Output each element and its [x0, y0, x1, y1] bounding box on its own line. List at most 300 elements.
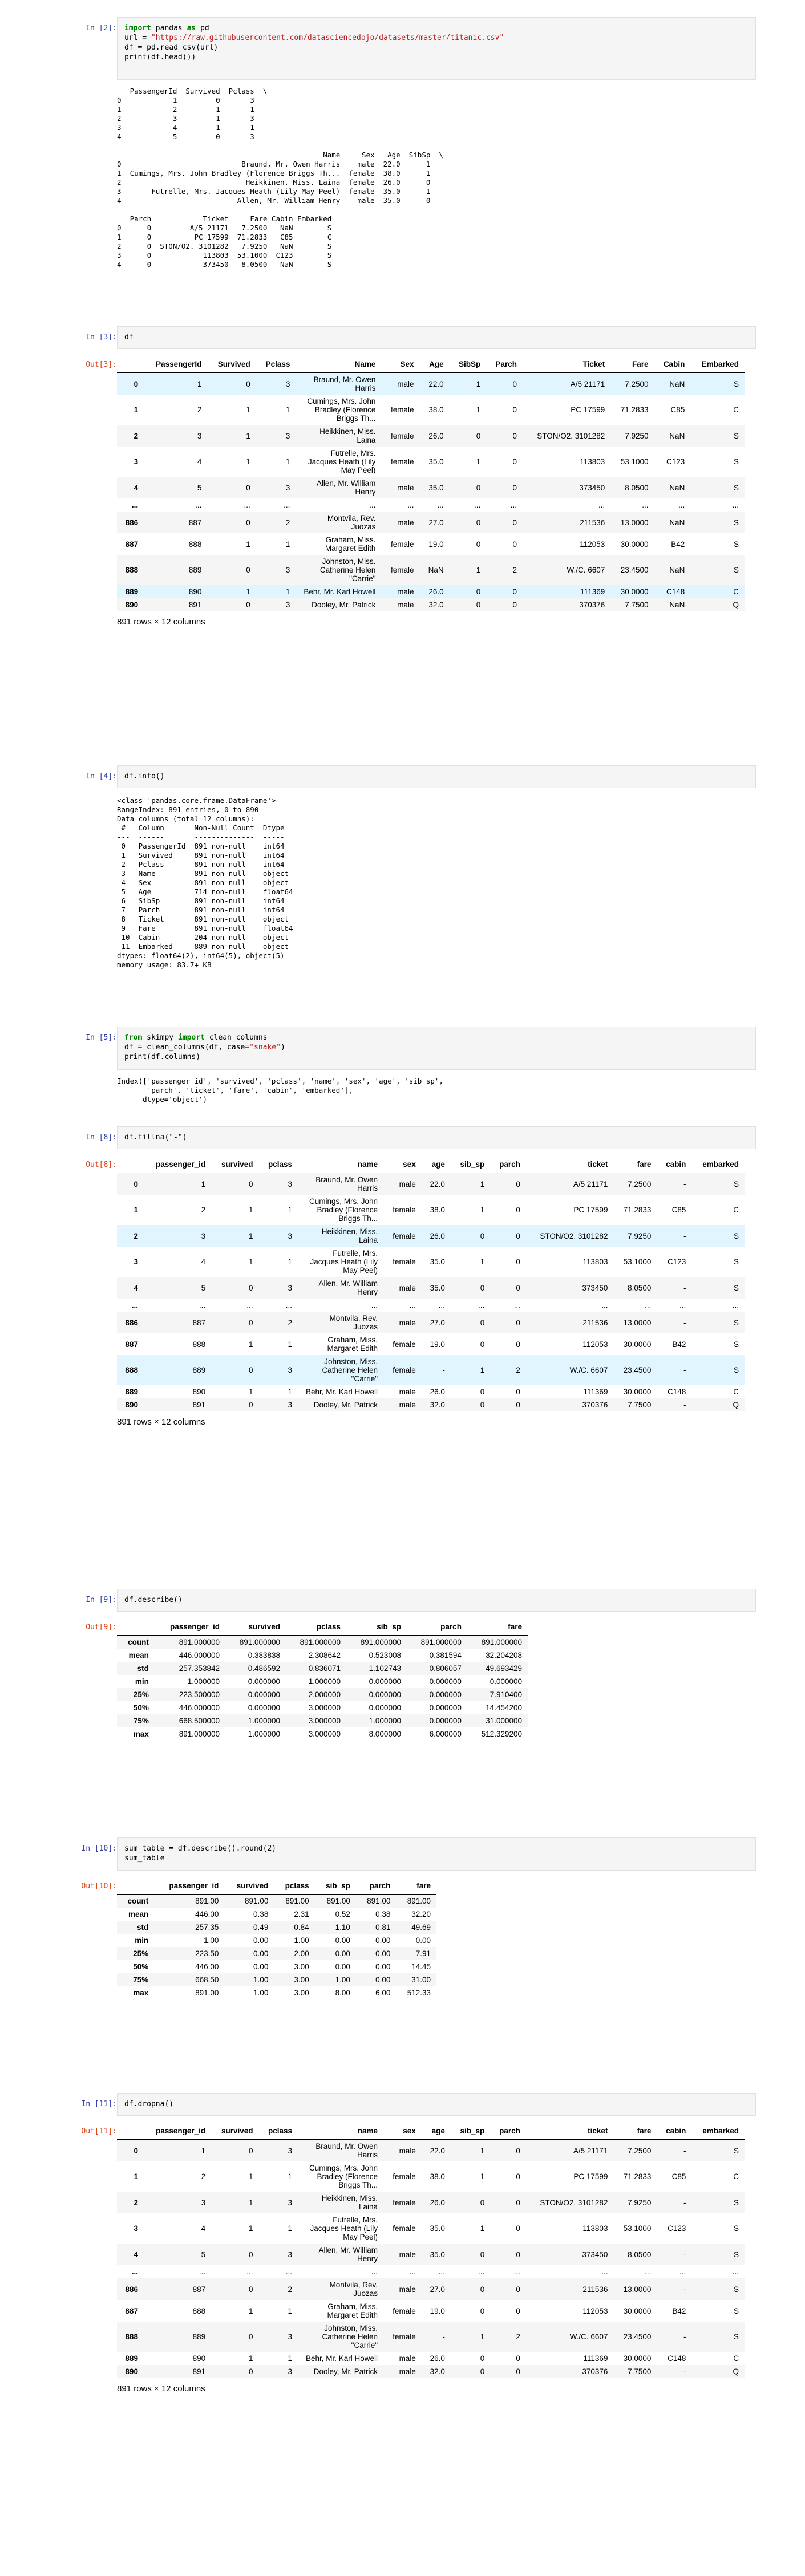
table-cell: 0.00 [335, 1936, 350, 1945]
table-cell: ... [513, 2267, 520, 2276]
table-cell: 1 [249, 2354, 253, 2363]
table-cell: 3 [288, 2250, 292, 2259]
table-cell: S [733, 379, 739, 388]
table-cell: 32.0 [430, 2367, 445, 2376]
table-cell: 3 [288, 2367, 292, 2376]
table-cell: 27.0 [430, 1318, 445, 1327]
code-editor[interactable]: import pandas as pd url = "https://raw.githubusercontent.com/datasciencedojo/datasets/master/titanic.csv" df = pd.read_csv(url) print(df.head()) [117, 17, 756, 80]
table-cell: S [733, 2250, 739, 2259]
column-header: survived [211, 1156, 258, 1173]
code-editor[interactable]: df.fillna("-") [117, 1126, 756, 1149]
column-header: Ticket [523, 356, 610, 373]
table-cell: 35.0 [428, 457, 444, 466]
table-cell: 7.2500 [625, 379, 649, 388]
table-cell: 4 [201, 1257, 206, 1266]
table-cell: S [733, 1179, 739, 1188]
table-cell: 1 [246, 539, 250, 549]
row-index: count [127, 1897, 149, 1905]
table-cell: 0 [516, 1179, 520, 1188]
table-cell: 891.000000 [179, 1730, 220, 1738]
table-cell: Q [733, 1401, 739, 1409]
table-cell: 8.0500 [628, 2250, 652, 2259]
table-cell: ... [678, 501, 685, 509]
table-cell: 26.0 [430, 2198, 445, 2207]
table-cell: 373450 [582, 1283, 608, 1292]
table-cell: 1 [480, 2172, 485, 2181]
column-header [117, 1156, 144, 1173]
table-cell: 111369 [583, 2354, 608, 2363]
row-index: mean [128, 1910, 149, 1918]
table-cell: 7.910400 [490, 1690, 522, 1699]
table-cell: C [733, 2354, 739, 2363]
code-editor[interactable]: df.describe() [117, 1589, 756, 1612]
table-cell: W./C. 6607 [569, 1366, 608, 1374]
table-cell: 223.500000 [179, 1690, 220, 1699]
table-cell: 0.383838 [248, 1651, 281, 1660]
table-cell: 14.45 [411, 1962, 431, 1971]
row-index: 4 [134, 483, 139, 492]
table-cell: - [683, 1283, 686, 1292]
table-cell: S [733, 1283, 739, 1292]
table-cell: 1.000000 [369, 1717, 401, 1725]
table-cell: 0.000000 [429, 1717, 462, 1725]
table-cell: 370376 [582, 2367, 608, 2376]
table-cell: 887 [192, 1318, 206, 1327]
row-index: 890 [125, 1401, 138, 1409]
table-cell: 1 [249, 1257, 253, 1266]
table-cell: Montvila, Rev. Juozas [329, 1314, 378, 1331]
table-cell: 1 [288, 1206, 292, 1214]
row-index: max [133, 1989, 149, 1997]
table-cell: 3.00 [294, 1989, 309, 1997]
table-row [117, 1247, 745, 1277]
output-prompt: Out[3]: [86, 360, 117, 369]
table-row [117, 1675, 528, 1688]
table-header-row [117, 1156, 745, 1173]
table-row [117, 2352, 745, 2365]
table-cell: A/5 21171 [573, 2146, 608, 2155]
row-index: min [135, 1677, 149, 1686]
dataframe-shape-note: 891 rows × 12 columns [117, 617, 205, 627]
table-cell: 30.0000 [620, 587, 649, 596]
table-cell: ... [474, 501, 481, 509]
table-cell: 1.000000 [248, 1730, 281, 1738]
table-row [117, 1947, 436, 1960]
table-cell: S [733, 2198, 739, 2207]
column-header: age [422, 2123, 451, 2140]
table-cell: S [733, 566, 739, 574]
table-cell: 8.0500 [628, 1283, 652, 1292]
table-cell: C [733, 1388, 739, 1396]
table-cell: ... [645, 1301, 652, 1309]
row-index: 887 [125, 539, 139, 549]
code-editor[interactable]: df.info() [117, 765, 756, 788]
table-cell: 1 [288, 1257, 292, 1266]
table-row [117, 1173, 745, 1195]
table-cell: ... [369, 501, 376, 509]
table-cell: 1.00 [253, 1975, 269, 1984]
table-cell: S [733, 1318, 739, 1327]
table-cell: 668.500000 [179, 1717, 220, 1725]
table-cell: 1 [249, 1388, 253, 1396]
table-cell: 373450 [579, 483, 605, 492]
table-cell: 889 [192, 1366, 206, 1374]
table-cell: C148 [668, 2354, 686, 2363]
row-index: 4 [134, 2250, 138, 2259]
table-cell: 890 [192, 1388, 206, 1396]
table-cell: 0 [249, 2250, 253, 2259]
table-cell: 0 [249, 2285, 253, 2294]
table-cell: 3.000000 [308, 1717, 341, 1725]
stdout-text: Index(['passenger_id', 'survived', 'pclass', 'name', 'sex', 'age', 'sib_sp', 'parch', 'ticket', 'fare', 'cabin', 'embarked'], dtype='object') [117, 1077, 443, 1104]
column-header [117, 2123, 144, 2140]
table-row [117, 1934, 436, 1947]
table-cell: male [399, 2285, 416, 2294]
column-header: passenger_id [154, 1877, 224, 1895]
column-header: name [298, 2123, 383, 2140]
table-cell: STON/O2. 3101282 [540, 1231, 608, 1240]
column-header: survived [225, 1618, 286, 1636]
table-cell: Q [733, 2367, 739, 2376]
code-editor[interactable]: df.dropna() [117, 2093, 756, 2116]
table-cell: NaN [669, 566, 685, 574]
input-prompt: In [3]: [86, 333, 117, 342]
table-cell: 19.0 [430, 2306, 445, 2315]
table-cell: 1 [249, 2306, 253, 2315]
table-cell: 71.2833 [620, 405, 649, 414]
table-cell: 3 [288, 2332, 292, 2341]
table-cell: 26.0 [428, 431, 444, 440]
table-cell: ... [285, 2267, 292, 2276]
output-prompt: Out[11]: [81, 2127, 117, 2136]
table-cell: 32.204208 [486, 1651, 522, 1660]
table-cell: 1 [288, 2172, 292, 2181]
table-cell: STON/O2. 3101282 [540, 2198, 608, 2207]
table-cell: ... [679, 1301, 686, 1309]
table-cell: 2 [288, 1318, 292, 1327]
table-cell: 0 [516, 2285, 520, 2294]
row-index: std [137, 1923, 149, 1932]
table-cell: S [733, 518, 739, 527]
table-row [117, 585, 745, 598]
table-cell: 3.00 [294, 1962, 309, 1971]
code-editor[interactable]: sum_table = df.describe().round(2) sum_table [117, 1837, 756, 1871]
table-cell: 888 [192, 2306, 206, 2315]
table-cell: C [733, 405, 739, 414]
table-cell: 0 [249, 1283, 253, 1292]
column-header [117, 1877, 154, 1895]
table-cell: 257.35 [195, 1923, 219, 1932]
table-cell: 0 [249, 2367, 253, 2376]
code-editor[interactable]: from skimpy import clean_columns df = clean_columns(df, case="snake") print(df.columns) [117, 1027, 756, 1070]
table-row [117, 1895, 436, 1908]
code-editor[interactable]: df [117, 326, 756, 349]
table-cell: - [442, 2332, 445, 2341]
row-index: 889 [125, 2354, 138, 2363]
column-header: fare [396, 1877, 436, 1895]
column-header: pclass [259, 2123, 298, 2140]
table-cell: 891.000000 [420, 1638, 462, 1646]
table-cell: S [733, 2224, 739, 2233]
table-cell: 1 [285, 405, 290, 414]
table-cell: 53.1000 [623, 2224, 652, 2233]
table-cell: 3.000000 [308, 1730, 341, 1738]
row-index: count [128, 1638, 149, 1646]
row-index: 75% [133, 1717, 149, 1725]
table-cell: 512.33 [407, 1989, 431, 1997]
table-cell: 0.000000 [369, 1690, 401, 1699]
table-cell: 0 [512, 405, 517, 414]
table-cell: 1 [480, 1179, 485, 1188]
table-cell: 1 [249, 1340, 253, 1349]
table-cell: 26.0 [430, 2354, 445, 2363]
table-cell: 0 [480, 2285, 485, 2294]
table-cell: Montvila, Rev. Juozas [329, 2281, 378, 2298]
table-cell: S [733, 1366, 739, 1374]
table-cell: 3 [288, 2198, 292, 2207]
table-cell: 0.00 [375, 1962, 391, 1971]
dataframe-shape-note: 891 rows × 12 columns [117, 1417, 205, 1427]
table-cell: 891.000000 [360, 1638, 401, 1646]
table-cell: 0.00 [335, 1962, 350, 1971]
column-header: parch [356, 1877, 397, 1895]
table-cell: 2.000000 [308, 1690, 341, 1699]
table-cell: 7.2500 [628, 1179, 652, 1188]
table-cell: 0.52 [335, 1910, 350, 1918]
table-cell: female [390, 405, 414, 414]
table-cell: 53.1000 [620, 457, 649, 466]
table-cell: 668.50 [195, 1975, 219, 1984]
table-cell: 0 [516, 1318, 520, 1327]
table-cell: 111369 [580, 587, 605, 596]
table-cell: 32.20 [411, 1910, 431, 1918]
table-cell: 890 [192, 2354, 206, 2363]
table-cell: 31.00 [411, 1975, 431, 1984]
table-cell: 8.00 [335, 1989, 350, 1997]
table-cell: 0 [516, 2224, 520, 2233]
table-cell: 0 [476, 587, 481, 596]
table-row [117, 2192, 745, 2213]
table-cell: 0 [512, 539, 517, 549]
table-cell: 3 [288, 2146, 292, 2155]
column-header: age [422, 1156, 451, 1173]
table-cell: Futrelle, Mrs. Jacques Heath (Lily May Peel) [310, 2216, 378, 2241]
table-header-row [117, 356, 745, 373]
table-cell: 0 [516, 1401, 520, 1409]
table-cell: 0 [480, 2250, 485, 2259]
table-cell: 3 [288, 1401, 292, 1409]
table-row [117, 555, 745, 585]
table-cell: 13.0000 [623, 2285, 652, 2294]
table-cell: 4 [197, 457, 202, 466]
table-cell: Heikkinen, Miss. Laina [321, 1227, 378, 1244]
table-cell: 112053 [582, 2306, 608, 2315]
column-header: SibSp [450, 356, 487, 373]
table-cell: - [683, 1179, 686, 1188]
table-cell: ... [478, 2267, 485, 2276]
table-cell: 112053 [580, 539, 605, 549]
table-cell: 1 [285, 587, 290, 596]
table-cell: 0 [476, 518, 481, 527]
table-cell: Allen, Mr. William Henry [318, 1279, 378, 1296]
table-cell: 5 [201, 2250, 206, 2259]
table-cell: 71.2833 [623, 2172, 652, 2181]
table-cell: 1 [201, 2146, 206, 2155]
table-cell: C [733, 1206, 739, 1214]
row-index: 888 [125, 2332, 138, 2341]
table-row [117, 2265, 745, 2278]
dataframe-table [117, 1156, 745, 1411]
table-cell: 7.2500 [628, 2146, 652, 2155]
table-cell: 0 [480, 1283, 485, 1292]
table-cell: 4 [201, 2224, 206, 2233]
table-cell: 0 [476, 539, 481, 549]
table-cell: C148 [668, 1388, 686, 1396]
table-cell: 1 [197, 379, 202, 388]
table-cell: 2.00 [294, 1949, 309, 1958]
column-header: sib_sp [346, 1618, 407, 1636]
table-cell: 0.000000 [369, 1703, 401, 1712]
table-cell: 35.0 [430, 1257, 445, 1266]
table-cell: - [683, 2146, 686, 2155]
table-cell: 1 [288, 2306, 292, 2315]
column-header: sib_sp [451, 2123, 490, 2140]
table-row [117, 1688, 528, 1701]
table-row [117, 2322, 745, 2352]
table-cell: 0.000000 [369, 1677, 401, 1686]
table-cell: 0.000000 [248, 1677, 281, 1686]
table-cell: 257.353842 [179, 1664, 220, 1673]
table-cell: 19.0 [430, 1340, 445, 1349]
table-cell: Braund, Mr. Owen Harris [313, 375, 376, 392]
input-prompt: In [8]: [86, 1133, 117, 1142]
table-cell: Cumings, Mrs. John Bradley (Florence Briggs Th... [309, 1197, 378, 1223]
table-cell: 7.91 [415, 1949, 431, 1958]
table-cell: Cumings, Mrs. John Bradley (Florence Briggs Th... [309, 2164, 378, 2189]
table-cell: 1.00 [204, 1936, 219, 1945]
table-cell: 0.00 [375, 1975, 391, 1984]
table-row [117, 498, 745, 512]
dataframe-table [117, 356, 745, 611]
table-cell: Johnston, Miss. Catherine Helen "Carrie" [322, 1357, 378, 1383]
table-cell: Futrelle, Mrs. Jacques Heath (Lily May Peel) [308, 449, 376, 474]
table-cell: 1 [480, 1366, 485, 1374]
table-cell: 0 [516, 2146, 520, 2155]
table-row [117, 1636, 528, 1649]
output-prompt: Out[10]: [81, 1882, 117, 1891]
table-cell: 0 [516, 2367, 520, 2376]
table-cell: male [399, 1318, 416, 1327]
column-header: pclass [286, 1618, 346, 1636]
table-cell: 0.000000 [248, 1690, 281, 1699]
table-cell: ... [246, 2267, 253, 2276]
table-cell: 0 [512, 431, 517, 440]
table-cell: 1.000000 [248, 1717, 281, 1725]
table-row [117, 1299, 745, 1312]
table-cell: A/5 21171 [573, 1179, 608, 1188]
table-cell: 112053 [582, 1340, 608, 1349]
column-header: Fare [610, 356, 654, 373]
row-index: 0 [134, 379, 139, 388]
table-cell: 0.381594 [429, 1651, 462, 1660]
table-cell: 113803 [582, 2224, 608, 2233]
table-cell: ... [407, 501, 414, 509]
table-cell: Allen, Mr. William Henry [318, 2246, 378, 2263]
row-index: 888 [125, 566, 139, 574]
table-cell: female [393, 2172, 416, 2181]
table-cell: male [399, 1388, 416, 1396]
table-row [117, 1277, 745, 1299]
table-cell: 1.000000 [308, 1677, 341, 1686]
table-cell: ... [478, 1301, 485, 1309]
column-header: embarked [691, 2123, 745, 2140]
table-cell: ... [732, 2267, 739, 2276]
column-header: sib_sp [315, 1877, 356, 1895]
table-cell: - [683, 2250, 686, 2259]
table-cell: 0 [249, 1366, 253, 1374]
table-cell: male [399, 2250, 416, 2259]
row-index: 1 [134, 405, 139, 414]
table-cell: 35.0 [430, 1283, 445, 1292]
table-cell: 0 [246, 483, 250, 492]
table-cell: NaN [669, 379, 685, 388]
table-cell: 0.486592 [248, 1664, 281, 1673]
table-cell: 26.0 [430, 1388, 445, 1396]
table-cell: 0.00 [253, 1936, 269, 1945]
table-cell: PC 17599 [573, 1206, 608, 1214]
table-cell: 22.0 [430, 1179, 445, 1188]
row-index: 4 [134, 1283, 138, 1292]
column-header: parch [490, 1156, 526, 1173]
table-cell: 3 [285, 483, 290, 492]
table-cell: 888 [192, 1340, 206, 1349]
table-cell: 0 [480, 2198, 485, 2207]
column-header: cabin [657, 2123, 691, 2140]
table-row [117, 1973, 436, 1986]
table-cell: 0.00 [253, 1962, 269, 1971]
table-cell: 2.31 [294, 1910, 309, 1918]
cell-output [117, 796, 756, 969]
row-index: 1 [134, 1206, 138, 1214]
table-cell: A/5 21171 [570, 379, 605, 388]
table-cell: Braund, Mr. Owen Harris [315, 2142, 378, 2159]
table-cell: 3 [201, 1231, 206, 1240]
row-index: std [137, 1664, 149, 1673]
cell-output [117, 1077, 756, 1104]
table-cell: 0.84 [294, 1923, 309, 1932]
column-header: fare [467, 1618, 528, 1636]
table-cell: 0 [516, 1257, 520, 1266]
table-cell: 446.00 [195, 1962, 219, 1971]
row-index: 886 [125, 1318, 138, 1327]
table-cell: 1 [476, 457, 481, 466]
table-cell: 512.329200 [481, 1730, 522, 1738]
table-cell: 7.9250 [625, 431, 649, 440]
table-cell: - [683, 1231, 686, 1240]
table-cell: 0 [512, 601, 517, 609]
table-cell: 1.00 [253, 1989, 269, 1997]
table-cell: 0 [249, 1401, 253, 1409]
table-cell: Behr, Mr. Karl Howell [305, 2354, 378, 2363]
table-cell: 0 [516, 2250, 520, 2259]
table-row [117, 512, 745, 533]
table-cell: 0 [249, 2332, 253, 2341]
table-cell: 0 [512, 457, 517, 466]
row-index: 887 [125, 1340, 138, 1349]
table-cell: 0 [246, 601, 250, 609]
row-index: 888 [125, 1366, 138, 1374]
table-cell: 0.00 [415, 1936, 431, 1945]
